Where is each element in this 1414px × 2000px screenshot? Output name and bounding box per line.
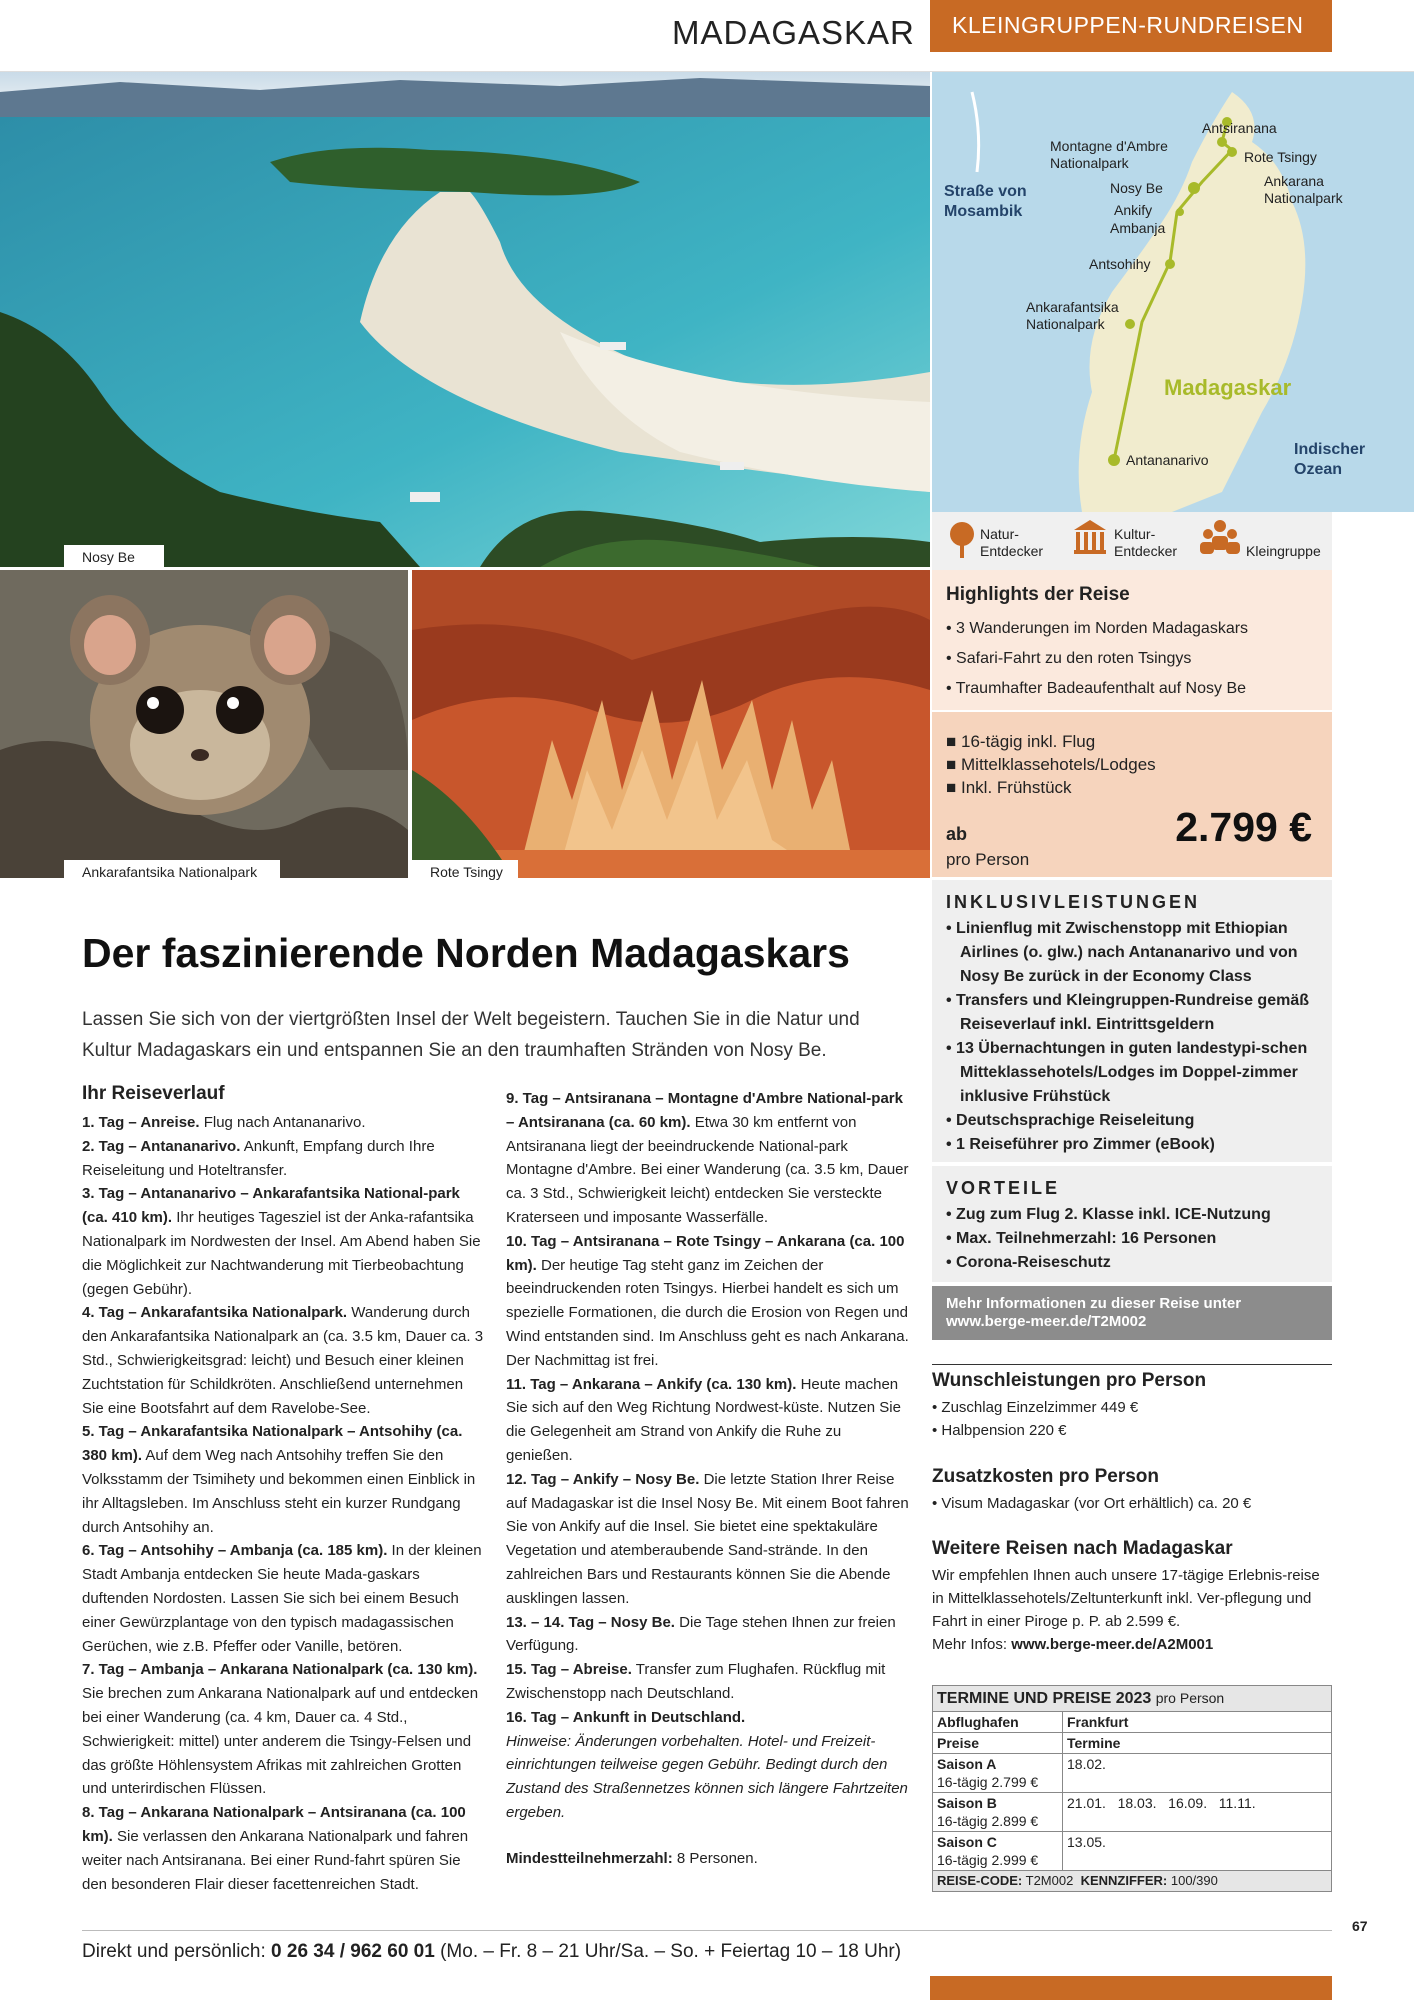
included-title: INKLUSIVLEISTUNGEN <box>946 892 1201 912</box>
advantages <box>932 1166 1332 1282</box>
page-title: Der faszinierende Norden Madagaskars <box>82 930 850 976</box>
price-feature: ■ Inkl. Frühstück <box>946 778 1072 797</box>
advantages-title: VORTEILE <box>946 1178 1061 1198</box>
trip-type-icons <box>932 512 1332 570</box>
table-title: TERMINE UND PREISE 2023 <box>937 1690 1152 1707</box>
price-feature: ■ 16-tägig inkl. Flug <box>946 732 1096 751</box>
map-antsiranana: Antsiranana <box>1202 120 1277 136</box>
itinerary-day: 3. Tag – Antananarivo – Ankarafantsika National-park (ca. 410 km). Ihr heutiges Tagesziel ist der Anka-rafantsika Nationalpark im Nordwesten der Insel. Am Abend haben Sie die Möglichkeit zur Nachtwanderung mit Tierbeobachtung (gegen Gebühr). <box>82 1185 481 1298</box>
included-services <box>932 880 1332 1162</box>
map-antsohihy: Antsohihy <box>1089 256 1151 272</box>
table-col-price: Preise <box>937 1735 980 1751</box>
further-trips-text: Wir empfehlen Ihnen auch unsere 17-tägige Erlebnis-reise in Mittelklassehotels/Zeltunterkunft inkl. Ver-pflegung und Fahrt in einer Piroge p. P. ab 2.599 €. <box>932 1567 1320 1630</box>
optional-item: • Halbpension 220 € <box>932 1422 1067 1439</box>
map-ankarafantsika-2: Nationalpark <box>1026 316 1105 332</box>
table-title-suffix: pro Person <box>1155 1690 1225 1706</box>
table-row: Saison C 16-tägig 2.999 € 13.05. <box>933 1832 1332 1871</box>
price-feature: ■ Mittelklassehotels/Lodges <box>946 755 1156 774</box>
map-ambanja: Ambanja <box>1110 220 1166 236</box>
table-row: Saison A 16-tägig 2.799 € 18.02. <box>933 1754 1332 1793</box>
map-sea-east-line1: Indischer <box>1294 441 1366 458</box>
further-trips <box>932 1538 1332 1656</box>
included-item: • Transfers und Kleingruppen-Rundreise gemäß Reiseverlauf inkl. Eintrittsgeldern <box>946 992 1309 1033</box>
itinerary-col-1 <box>82 1111 486 1919</box>
footer-hours: (Mo. – Fr. 8 – 21 Uhr/Sa. – So. + Feiertag 10 – 18 Uhr) <box>434 1941 902 1962</box>
lemur-photo <box>0 570 408 878</box>
page-country-title: MADAGASKAR <box>672 14 915 51</box>
icon-kultur-line2: Entdecker <box>1114 543 1178 559</box>
itinerary-day: 7. Tag – Ambanja – Ankarana Nationalpark (ca. 130 km). Sie brechen zum Ankarana Nationalpark auf und entdecken bei einer Wanderung (ca. 4 km, Dauer ca. 4 Std., Schwierigkeit: mittel) unter anderem die Tsingy-Felsen und das größte Höhlensystem Afrikas mit zahlreichen Grotten und unterirdischen Flüssen. <box>82 1661 479 1798</box>
table-col-dates: Termine <box>1067 1735 1121 1751</box>
divider <box>932 1364 1332 1365</box>
table-code-label: REISE-CODE: <box>937 1873 1023 1888</box>
icon-natur-line1: Natur- <box>980 526 1019 542</box>
itinerary-day: 5. Tag – Ankarafantsika Nationalpark – Antsohihy (ca. 380 km). Auf dem Weg nach Antsohihy treffen Sie den Volksstamm der Tsimihety und bekommen einen Einblick in ihr Alltagsleben. Im Anschluss steht ein kurzer Rundgang durch Antsohihy an. <box>82 1423 476 1536</box>
group-icon <box>1200 520 1240 554</box>
tsingy-caption: Rote Tsingy <box>412 860 518 882</box>
advantage-item: • Corona-Reiseschutz <box>946 1254 1111 1271</box>
temple-icon <box>1074 520 1106 554</box>
itinerary-day: 12. Tag – Ankify – Nosy Be. Die letzte Station Ihrer Reise auf Madagaskar ist die Insel Nosy Be. Mit einem Boot fahren Sie von Ankify auf die Insel. Sie bietet eine spektakuläre Vegetation und atemberaubende Sand-strände. In den zahlreichen Bars und Restaurants können Sie die Abende ausklingen lassen. <box>506 1470 909 1607</box>
itinerary-day: 13. – 14. Tag – Nosy Be. Die Tage stehen Ihnen zur freien Verfügung. <box>506 1613 896 1655</box>
footer-divider <box>82 1930 1332 1931</box>
highlight-item: • Safari-Fahrt zu den roten Tsingys <box>946 650 1192 667</box>
icon-kultur-line1: Kultur- <box>1114 526 1156 542</box>
map-rote-tsingy: Rote Tsingy <box>1244 149 1317 165</box>
itinerary-title: Ihr Reiseverlauf <box>82 1083 225 1104</box>
map-sea-west-line1: Straße von <box>944 183 1027 200</box>
optional-services <box>932 1370 1332 1442</box>
included-item: • 13 Übernachtungen in guten landestypi-schen Mitteklassehotels/Lodges im Doppel-zimmer inklusive Frühstück <box>946 1040 1308 1105</box>
icon-natur-line2: Entdecker <box>980 543 1044 559</box>
map-ankarana-2: Nationalpark <box>1264 190 1343 206</box>
table-airport: Frankfurt <box>1067 1714 1129 1730</box>
price-box <box>932 712 1332 877</box>
map-sea-west-line2: Mosambik <box>944 203 1023 220</box>
price-prefix: ab <box>946 824 968 844</box>
included-item: • Deutschsprachige Reiseleitung <box>946 1112 1195 1129</box>
map-ankarana-1: Ankarana <box>1264 173 1324 189</box>
itinerary-day: 10. Tag – Antsiranana – Rote Tsingy – Ankarana (ca. 100 km). Der heutige Tag steht ganz im Zeichen der beeindruckenden roten Tsingys. Hierbei handelt es sich um spezielle Formationen, die durch die Erosion von Regen und Wind entstanden sind. Im Anschluss geht es nach Ankarana. Der Nachmittag ist frei. <box>506 1232 909 1369</box>
map-antananarivo: Antananarivo <box>1126 452 1209 468</box>
dates-prices-table <box>932 1685 1332 1892</box>
map-ankify: Ankify <box>1114 202 1153 218</box>
map-sea-east-line2: Ozean <box>1294 461 1343 478</box>
itinerary-col-2 <box>506 1087 910 1917</box>
itinerary-day: 6. Tag – Antsohihy – Ambanja (ca. 185 km). In der kleinen Stadt Ambanja entdecken Sie heute Mada-gaskars duftenden Nordosten. Lassen Sie sich bei einem Besuch einer Gewürzplantage von den typisch madagassischen Gerüchen, wie z.B. Pfeffer oder Vanille, betören. <box>82 1542 482 1655</box>
highlight-item: • 3 Wanderungen im Norden Madagaskars <box>946 620 1249 637</box>
optional-title: Wunschleistungen pro Person <box>932 1370 1207 1391</box>
more-info-link[interactable]: www.berge-meer.de/T2M002 <box>946 1313 1147 1330</box>
included-item: • Linienflug mit Zwischenstopp mit Ethiopian Airlines (o. glw.) nach Antananarivo und von Nosy Be zurück in der Economy Class <box>946 920 1298 985</box>
map-ankarafantsika-1: Ankarafantsika <box>1026 299 1119 315</box>
map-nosy-be: Nosy Be <box>1110 180 1163 196</box>
highlights-box <box>932 570 1332 710</box>
further-trips-link[interactable]: www.berge-meer.de/A2M001 <box>1011 1636 1214 1653</box>
itinerary-day: 4. Tag – Ankarafantsika Nationalpark. Wanderung durch den Ankarafantsika Nationalpark an (ca. 3.5 km, Dauer ca. 3 Std., Schwierigkeitsgrad: leicht) und Besuch einer kleinen Zuchtstation für Schildkröten. Anschließend unternehmen Sie eine Bootsfahrt auf dem Ravelobe-See. <box>82 1304 484 1417</box>
included-item: • 1 Reiseführer pro Zimmer (eBook) <box>946 1136 1215 1153</box>
advantage-item: • Zug zum Flug 2. Klasse inkl. ICE-Nutzung <box>946 1206 1271 1223</box>
table-row: Saison B 16-tägig 2.899 € 21.01. 18.03. 16.09. 11.11. <box>933 1793 1332 1832</box>
tsingy-photo <box>412 570 930 878</box>
tree-icon <box>950 522 974 558</box>
table-kenn-label: KENNZIFFER: <box>1080 1873 1168 1888</box>
hero-caption: Nosy Be <box>64 545 164 569</box>
optional-item: • Zuschlag Einzelzimmer 449 € <box>932 1399 1139 1416</box>
lead-paragraph: Lassen Sie sich von der viertgrößten Insel der Welt begeistern. Tauchen Sie in die Natur und Kultur Madagaskars ein und entspannen Sie an den traumhaften Stränden von Nosy Be. <box>82 1009 860 1061</box>
page-number: 67 <box>1352 1918 1368 1934</box>
extra-costs <box>932 1466 1332 1515</box>
itinerary-day: 16. Tag – Ankunft in Deutschland. <box>506 1708 746 1726</box>
footer-contact <box>82 1941 901 1963</box>
map-country-label: Madagaskar <box>1164 375 1292 400</box>
route-map <box>932 72 1414 512</box>
min-participants: Mindestteilnehmerzahl: 8 Personen. <box>506 1849 758 1867</box>
itinerary-day: 11. Tag – Ankarana – Ankify (ca. 130 km). Heute machen Sie sich auf den Weg Richtung Nordwest-küste. Nutzen Sie die Gelegenheit am Strand von Ankify die Ruhe zu genießen. <box>506 1375 901 1464</box>
price-amount: 2.799 € <box>1175 804 1312 850</box>
table-code: T2M002 <box>1025 1873 1074 1888</box>
further-trips-label: Mehr Infos: <box>932 1636 1012 1653</box>
itinerary-day: 1. Tag – Anreise. Flug nach Antananarivo. <box>82 1114 366 1131</box>
table-kenn: 100/390 <box>1170 1873 1218 1888</box>
icon-gruppe-label: Kleingruppe <box>1246 543 1321 559</box>
footer-phone[interactable]: 0 26 34 / 962 60 01 <box>271 1941 435 1962</box>
more-info-box[interactable] <box>932 1286 1332 1340</box>
itinerary-day: 15. Tag – Abreise. Transfer zum Flughafen. Rückflug mit Zwischenstopp nach Deutschland. <box>506 1661 886 1702</box>
itinerary-note: Hinweise: Änderungen vorbehalten. Hotel- und Freizeit-einrichtungen teilweise gegen Gebühr. Bedingt durch den Zustand des Straßennetzes können sich längere Fahrtzeiten ergeben. <box>506 1732 908 1821</box>
map-montagne-2: Nationalpark <box>1050 155 1129 171</box>
hero-photo-nosy-be <box>0 72 930 567</box>
advantage-item: • Max. Teilnehmerzahl: 16 Personen <box>946 1230 1217 1247</box>
category-tab: KLEINGRUPPEN-RUNDREISEN <box>930 0 1332 52</box>
map-montagne-1: Montagne d'Ambre <box>1050 138 1168 154</box>
itinerary-day: 2. Tag – Antananarivo. Ankunft, Empfang durch Ihre Reiseleitung und Hoteltransfer. <box>82 1137 435 1179</box>
footer-label: Direkt und persönlich: <box>82 1941 272 1962</box>
further-trips-title: Weitere Reisen nach Madagaskar <box>932 1538 1233 1559</box>
bottom-accent-bar <box>930 1976 1332 2000</box>
highlight-item: • Traumhafter Badeaufenthalt auf Nosy Be <box>946 680 1247 697</box>
price-per-person: pro Person <box>946 850 1030 869</box>
extra-costs-title: Zusatzkosten pro Person <box>932 1466 1159 1487</box>
itinerary-day: 9. Tag – Antsiranana – Montagne d'Ambre National-park – Antsiranana (ca. 60 km). Etwa 30 km entfernt von Antsiranana liegt der beeindruckende National-park Montagne d'Ambre. Bei einer Wanderung (ca. 3.5 km, Dauer ca. 3 Std., Schwierigkeit leicht) entdecken Sie versteckte Kraterseen und imposante Wasserfälle. <box>506 1090 909 1226</box>
itinerary-day: 8. Tag – Ankarana Nationalpark – Antsiranana (ca. 100 km). Sie verlassen den Ankarana Nationalpark und fahren weiter nach Antsiranana. Bei einer Rund-fahrt spüren Sie den besonderen Flair dieser facettenreichen Stadt. <box>82 1804 469 1893</box>
extra-cost-item: • Visum Madagaskar (vor Ort erhältlich) ca. 20 € <box>932 1495 1252 1512</box>
more-info-text: Mehr Informationen zu dieser Reise unter <box>946 1295 1242 1312</box>
highlights-title: Highlights der Reise <box>946 584 1130 605</box>
table-airport-label: Abflughafen <box>937 1714 1019 1730</box>
lemur-caption: Ankarafantsika Nationalpark <box>64 860 280 882</box>
